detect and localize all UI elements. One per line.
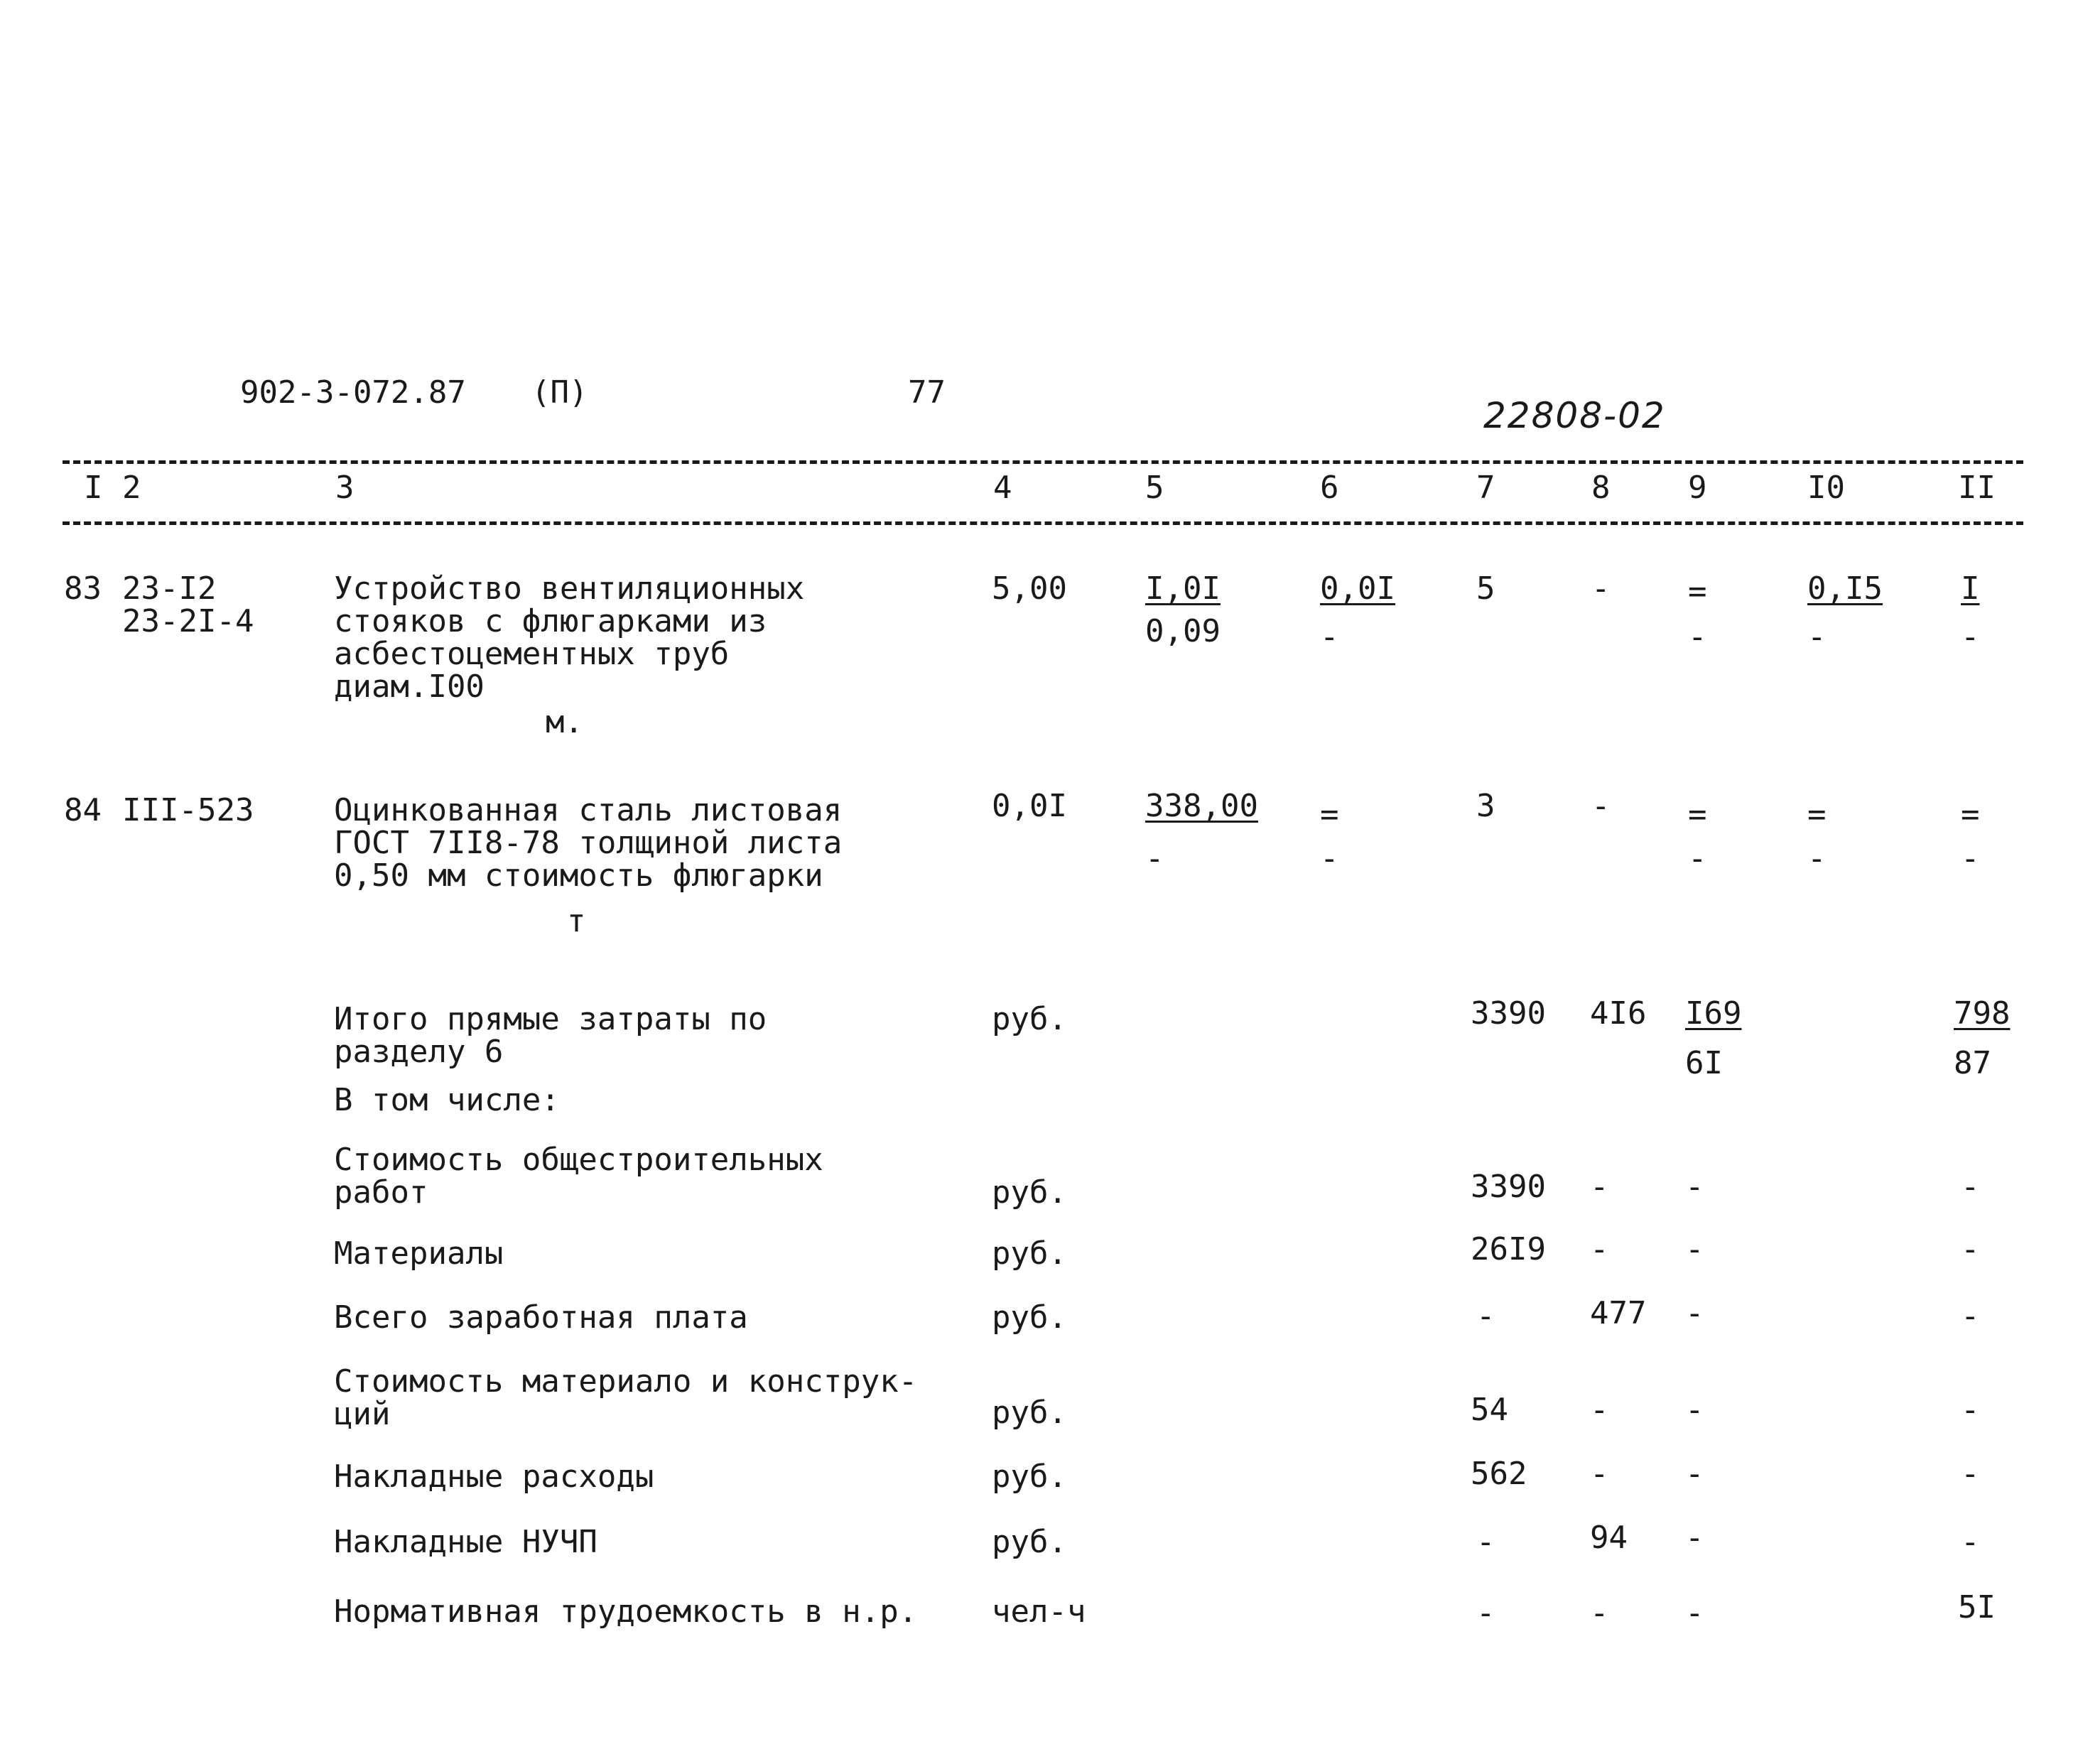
item-84-c9-bot: - <box>1688 840 1707 877</box>
item-83-c6-bot: - <box>1320 619 1339 655</box>
summary-4-c8: - <box>1590 1456 1609 1492</box>
summary-1-c9: - <box>1685 1231 1704 1267</box>
col-header-7: 7 <box>1476 470 1495 506</box>
item-83-c5-bot: 0,09 <box>1145 613 1221 649</box>
summary-1-unit: руб. <box>992 1235 1067 1272</box>
summary-6-c11: 5I <box>1958 1589 1996 1625</box>
summary-0-c8: - <box>1590 1169 1609 1205</box>
summary-2-c7: - <box>1476 1298 1495 1334</box>
item-84-c10-bot: - <box>1807 840 1827 877</box>
item-83-num: 83 <box>64 570 102 607</box>
item-83-c5-top: I,0I <box>1145 570 1221 607</box>
summary-2-c9: - <box>1685 1295 1704 1331</box>
summary-0-label-1: Стоимость общестроительных <box>334 1142 823 1178</box>
item-83-desc-2: стояков с флюгарками из <box>334 603 767 639</box>
col-header-11: II <box>1958 470 1996 506</box>
totals-title-1: Итого прямые затраты по <box>334 1001 767 1037</box>
summary-3-label-1: Стоимость материало и конструк- <box>334 1363 918 1400</box>
summary-2-label-1: Всего заработная плата <box>334 1299 748 1336</box>
summary-5-c11: - <box>1961 1524 1980 1560</box>
item-83-qty: 5,00 <box>992 570 1067 607</box>
item-84-unit: т <box>567 903 586 939</box>
item-84-code-1: III-523 <box>122 792 254 828</box>
item-83-c9-top: = <box>1688 573 1707 610</box>
summary-1-label-1: Материалы <box>334 1235 504 1272</box>
item-83-c9-bot: - <box>1688 619 1707 655</box>
summary-5-label-1: Накладные НУЧП <box>334 1524 597 1560</box>
summary-6-label-1: Нормативная трудоемкость в н.р. <box>334 1593 918 1630</box>
totals-c9-top: I69 <box>1685 995 1742 1032</box>
item-83-c8: - <box>1591 570 1611 607</box>
item-84-c8: - <box>1591 788 1611 824</box>
item-83-desc-3: асбестоцементных труб <box>334 636 730 672</box>
item-83-c11-top: I <box>1961 570 1980 607</box>
item-83-c7: 5 <box>1476 570 1495 607</box>
item-83-c10-top: 0,I5 <box>1807 570 1883 607</box>
totals-c9-bot: 6I <box>1685 1045 1723 1081</box>
item-84-num: 84 <box>64 792 102 828</box>
col-header-9: 9 <box>1688 470 1707 506</box>
item-83-desc-4: диам.I00 <box>334 669 485 705</box>
totals-c11-top: 798 <box>1954 995 2011 1032</box>
item-84-qty: 0,0I <box>992 788 1067 824</box>
item-83-c6-top: 0,0I <box>1320 570 1395 607</box>
doc-code: 902-3-072.87 <box>240 374 466 411</box>
summary-3-c8: - <box>1590 1392 1609 1428</box>
summary-6-c8: - <box>1590 1595 1609 1631</box>
item-84-c9-top: = <box>1688 796 1707 833</box>
col-header-6: 6 <box>1320 470 1339 506</box>
summary-1-c7: 26I9 <box>1471 1231 1546 1267</box>
col-header-5: 5 <box>1145 470 1164 506</box>
totals-unit: руб. <box>992 1001 1067 1037</box>
summary-0-c9: - <box>1685 1169 1704 1205</box>
summary-6-c7: - <box>1476 1595 1495 1631</box>
col-header-8: 8 <box>1591 470 1611 506</box>
summary-3-c7: 54 <box>1471 1392 1508 1428</box>
summary-0-label-2: работ <box>334 1174 428 1211</box>
item-84-c11-bot: - <box>1961 840 1980 877</box>
summary-3-label-2: ций <box>334 1396 391 1432</box>
col-header-1: I <box>84 470 103 506</box>
summary-1-c11: - <box>1961 1231 1980 1267</box>
summary-5-c8: 94 <box>1590 1520 1628 1556</box>
summary-0-c7: 3390 <box>1471 1169 1546 1205</box>
summary-4-label-1: Накладные расходы <box>334 1459 654 1495</box>
header-rule-top <box>63 460 2023 464</box>
summary-1-c8: - <box>1590 1231 1609 1267</box>
item-83-unit: м. <box>546 704 583 740</box>
including-label: В том числе: <box>334 1082 560 1118</box>
summary-6-c9: - <box>1685 1595 1704 1631</box>
col-header-3: 3 <box>335 470 355 506</box>
totals-c7: 3390 <box>1471 995 1546 1032</box>
summary-2-unit: руб. <box>992 1299 1067 1336</box>
col-header-2: 2 <box>122 470 141 506</box>
item-83-desc-1: Устройство вентиляционных <box>334 570 805 607</box>
item-84-desc-3: 0,50 мм стоимость флюгарки <box>334 857 823 894</box>
summary-0-unit: руб. <box>992 1174 1067 1211</box>
item-84-c7: 3 <box>1476 788 1495 824</box>
summary-6-unit: чел-ч <box>992 1593 1086 1630</box>
item-83-c10-bot: - <box>1807 619 1827 655</box>
item-83-c11-bot: - <box>1961 619 1980 655</box>
totals-c8: 4I6 <box>1590 995 1647 1032</box>
header-rule-bottom <box>63 521 2023 525</box>
page-number: 77 <box>908 374 946 411</box>
summary-3-c11: - <box>1961 1392 1980 1428</box>
summary-2-c11: - <box>1961 1298 1980 1334</box>
item-84-c6-top: = <box>1320 796 1339 833</box>
summary-0-c11: - <box>1961 1169 1980 1205</box>
summary-4-unit: руб. <box>992 1459 1067 1495</box>
summary-2-c8: 477 <box>1590 1295 1647 1331</box>
summary-4-c9: - <box>1685 1456 1704 1492</box>
item-84-desc-1: Оцинкованная сталь листовая <box>334 792 843 828</box>
summary-5-c9: - <box>1685 1520 1704 1556</box>
item-83-code-2: 23-2I-4 <box>122 603 254 639</box>
col-header-4: 4 <box>993 470 1012 506</box>
summary-3-c9: - <box>1685 1392 1704 1428</box>
doc-suffix: (П) <box>531 374 588 411</box>
summary-4-c7: 562 <box>1471 1456 1527 1492</box>
item-84-desc-2: ГОСТ 7II8-78 толщиной листа <box>334 825 843 861</box>
summary-5-c7: - <box>1476 1524 1495 1560</box>
item-84-c10-top: = <box>1807 796 1827 833</box>
totals-title-2: разделу 6 <box>334 1034 504 1070</box>
totals-c11-bot: 87 <box>1954 1045 1991 1081</box>
item-84-c6-bot: - <box>1320 840 1339 877</box>
item-83-code-1: 23-I2 <box>122 570 217 607</box>
summary-3-unit: руб. <box>992 1395 1067 1431</box>
item-84-c11-top: = <box>1961 796 1980 833</box>
item-84-c5-bot: - <box>1145 840 1164 877</box>
col-header-10: I0 <box>1807 470 1845 506</box>
summary-4-c11: - <box>1961 1456 1980 1492</box>
stamp-number: 22808-02 <box>1483 395 1666 436</box>
item-84-c5-top: 338,00 <box>1145 788 1258 824</box>
summary-5-unit: руб. <box>992 1524 1067 1560</box>
